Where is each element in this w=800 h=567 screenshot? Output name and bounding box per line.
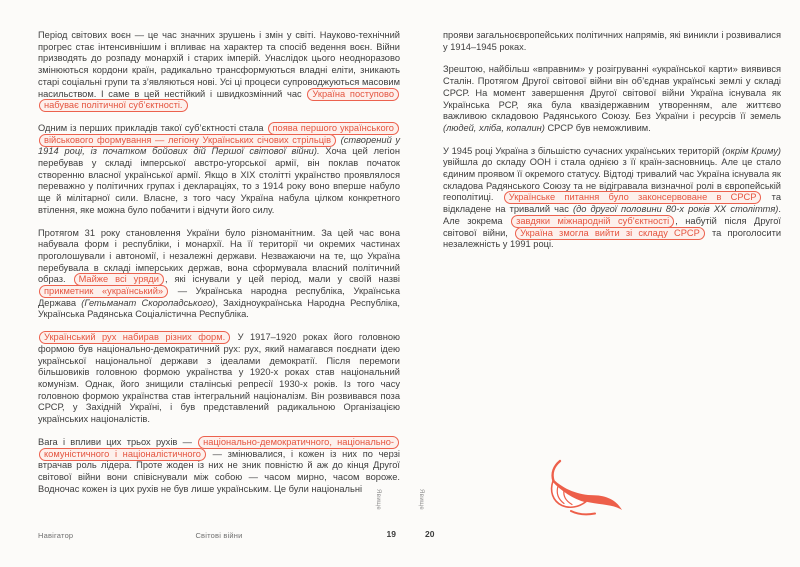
highlighted-phrase: Український рух набирав різних форм. [39,331,230,344]
text-run: увійшла до складу ООН і стала однією з її країн-засновниць. Але це стало єдиним проявом її окремого статусу. Відтоді тривалий час Україна існувала як складова Радянського Союзу та не відігравала визначної ролі в європейській геополітиці. [443,157,781,203]
highlighted-phrase: завдяки міжнародній суб’єктності [511,215,674,228]
footer-book-title: Навігатор [38,531,74,540]
highlighted-phrase: національно-демократичного, національно-комуністичного і націоналістичного [39,436,399,461]
bird-wingtip [553,461,560,481]
text-run: Період світових воєн — це час значних зрушень і змін у світі. Науково-технічний прогрес стає інтенсивнішим і впливає на характер та спосіб ведення воєн. Війни призводять до розпаду монархій і старих імперій. Унаслідок цього неодноразово змінюються кордони країн, радикально трансформуються владні еліти, зникають старі соціальні групи та з’являються нові. Усі ці процеси супроводжуються масовим насильством. І саме в цей нестійкий і швидкозмінний час [38,30,400,99]
text-run: Вага і впливи цих трьох рухів — [38,436,198,447]
text-run: . Але зокрема [443,204,781,226]
text-run: Протягом 31 року становлення України було різноманітним. За цей час вона набувала форм і республіки, і монархії. На її території чи окремих частинах проголошували і автономії, і незалежні держави. Незважаючи на те, що Україна перебувала в складі імперських держав, вона сформувала власний політичний образ. [38,227,400,285]
highlighted-phrase: прикметник «український» [39,285,168,298]
edge-section-label-right: Явище [418,489,424,511]
bird-feather [571,511,595,514]
italic-note: (Гетьманат Скоропадського) [81,297,216,308]
italic-note: (до другої половини 80-х років XX століття) [572,204,779,215]
paragraph [38,30,400,112]
italic-note: (людей, хліба, копалин) [443,122,545,133]
text-run: , які існували у цей період, мали у своїй назві [164,274,400,285]
highlighted-phrase: Україна змогла вийти зі складу СРСР [515,227,705,240]
swallow-bird-icon [542,459,628,517]
footer-chapter-title: Світові війни [195,531,243,540]
text-run: та відкладене на тривалий час [443,192,781,215]
highlighted-phrase: Українське питання було законсервоване в СРСР [504,191,762,204]
paragraph [443,30,781,53]
page-number-20: 20 [425,529,435,539]
left-page-text [38,30,400,506]
text-run: СРСР був неможливим. [544,122,651,133]
italic-note: (окрім Криму) [722,145,781,156]
text-run: , набутій після Другої світової війни, [443,215,781,238]
paragraph [443,146,781,251]
text-run: Зрештою, найбільш «вправним» у розігруванні «української карти» виявився Сталін. Протягом Другої світової війни він об’єднав українські землі у складі СРСР. На момент завершення Другої світової війни Україна існувала як Українська РСР, яка була квазідержавним утворенням, але життєво важливою складовою Радянського Союзу. Без України і ресурсів її земель [443,64,781,122]
text-run: У 1945 році Україна з більшістю сучасних українських територій [443,145,723,156]
highlighted-phrase: Майже всі уряди [74,273,164,286]
highlighted-phrase: поява першого українського військового формування — легіону Українських січових стрільців [39,122,399,147]
highlighted-phrase: Україна поступово набуває політичної суб’єктності. [39,88,399,113]
paragraph [38,437,400,496]
right-page-text [443,30,781,262]
edge-section-label-left: Явище [375,489,381,511]
paragraph [38,123,400,217]
text-run: Хоча цей легіон перебував у складі імперської австро-угорської армії, він поклав початок створенню власної української армії. Якщо в XIX столітті українство проявлялося переважно у політичних групах і деклараціях, то з 1914 року воно вперше набуло ще й мілітарної сили. Власне, з того часу Україна набула цілком конкретного втілення, яке можна було побачити і відчути його силу. [38,146,400,215]
text-run: прояви загальноєвропейських політичних напрямів, які виникли і розвивалися у 1914–1945 роках. [443,30,781,52]
text-run: Одним із перших прикладів такої суб’єктності стала [38,122,267,133]
text-run: У 1917–1920 роках його головною формою був національно-демократичний рух: рух, який намагався поєднати ідею української національної держави з ідеалами демократії. Після перемоги більшовиків головною формою українства у 1920-х роках став національний комунізм. Однак, його знищили сталінські репресії 1930-х років. Із того часу головною формою українства став інтегральний націоналізм. Він розвивався поза СРСР, у Західній Україні, і був представлений радикальною Організацією українських націоналістів. [38,332,400,425]
text-run: , Західноукраїнська Народна Республіка, Українська Радянська Соціалістична Республіка. [38,297,400,320]
page-number-19: 19 [386,529,396,539]
paragraph [38,332,400,426]
text-run: — змінювалися, і кожен із них по черзі втрачав роль лідера. Проте жоден із них не зник повністю й аж до кінця Другої світової війни вони співіснували між собою — часом мирно, часом вороже. Водночас кожен із цих рухів не був лише українським. Це були національні [38,448,400,494]
text-run: та проголосити незалежність у 1991 році. [443,227,782,250]
paragraph [38,228,400,322]
text-run: — Українська народна республіка, Українська Держава [38,286,401,308]
italic-note: (створений у 1914 році, із початком бойових дій Першої світової війни). [38,134,400,157]
paragraph [443,64,781,134]
